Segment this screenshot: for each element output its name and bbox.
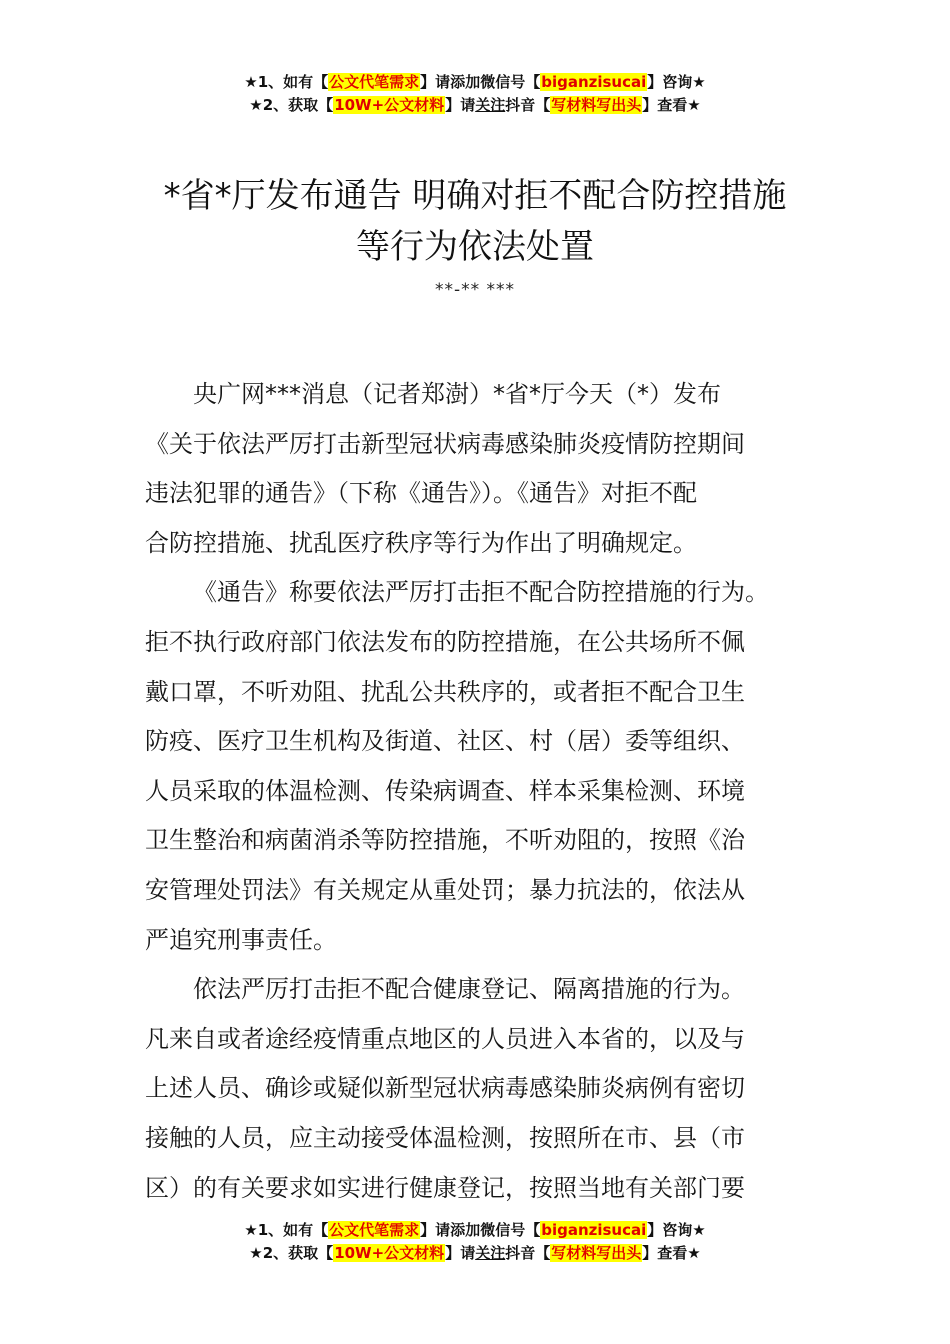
body-line: 央广网***消息（记者郑澍）*省*厅今天（*）发布 — [193, 380, 721, 408]
promo-text: 】查看★ — [642, 1244, 701, 1262]
promo-text: ★2、获取【 — [249, 1244, 334, 1262]
promo-line-2 — [0, 94, 950, 117]
promo-text: 关注 — [475, 96, 506, 114]
promo-text: 】查看★ — [642, 96, 701, 114]
promo-text: 】请添 — [420, 1221, 466, 1239]
promo-line-1 — [0, 71, 950, 94]
promo-highlight: 10W+公文材料 — [334, 1244, 445, 1262]
promo-banner-bottom — [0, 1219, 950, 1265]
promo-highlight: 10W+公文材料 — [334, 96, 445, 114]
promo-text: ★1、如有【 — [244, 73, 329, 91]
promo-wechat-id: biganzisucai — [541, 73, 647, 91]
promo-highlight: 公文代笔需求 — [329, 73, 420, 91]
body-line: 拒不执行政府部门依法发布的防控措施，在公共场所不佩 — [145, 627, 745, 656]
promo-text: 】请 — [445, 1244, 476, 1262]
promo-douyin-id: 写材料写出头 — [551, 96, 642, 114]
promo-text: 】请 — [445, 96, 476, 114]
promo-wechat-id: biganzisucai — [541, 1221, 647, 1239]
promo-text: 】咨询★ — [647, 1221, 706, 1239]
body-line: 严追究刑事责任。 — [145, 925, 337, 954]
article-body — [145, 370, 810, 1213]
promo-line-2 — [0, 1242, 950, 1265]
title-line-1: *省*厅发布通告 明确对拒不配合防控措施 — [163, 176, 787, 216]
promo-text: 抖音【 — [505, 1244, 551, 1262]
body-line: 区）的有关要求如实进行健康登记，按照当地有关部门要 — [145, 1173, 745, 1202]
document-title — [60, 171, 890, 273]
body-line: 人员采取的体温检测、传染病调查、样本采集检测、环境 — [145, 776, 745, 805]
promo-text: 加 — [465, 73, 481, 91]
title-line-2: 等行为依法处置 — [356, 227, 594, 267]
promo-highlight: 公文代笔需求 — [329, 1221, 420, 1239]
promo-line-1 — [0, 1219, 950, 1242]
body-line: 凡来自或者途经疫情重点地区的人员进入本省的，以及与 — [145, 1024, 745, 1053]
promo-text: 】咨询★ — [647, 73, 706, 91]
body-line: 违法犯罪的通告》（下称《通告》）。《通告》对拒不配 — [145, 479, 697, 508]
promo-text: 关注 — [475, 1244, 506, 1262]
body-line: 戴口罩，不听劝阻、扰乱公共秩序的，或者拒不配合卫生 — [145, 677, 745, 706]
body-line: 上述人员、确诊或疑似新型冠状病毒感染肺炎病例有密切 — [145, 1074, 745, 1103]
promo-text: ★2、获取【 — [249, 96, 334, 114]
body-line: 卫生整治和病菌消杀等防控措施，不听劝阻的，按照《治 — [145, 826, 745, 855]
body-line: 合防控措施、扰乱医疗秩序等行为作出了明确规定。 — [145, 528, 697, 557]
promo-text: 】请添 — [420, 73, 466, 91]
promo-douyin-id: 写材料写出头 — [551, 1244, 642, 1262]
promo-text: ★1、如有【 — [244, 1221, 329, 1239]
body-line: 《通告》称要依法严厉打击拒不配合防控措施的行为。 — [193, 578, 769, 607]
promo-text: 微信号【 — [480, 73, 541, 91]
promo-text: 抖音【 — [505, 96, 551, 114]
promo-text: 微信号【 — [480, 1221, 541, 1239]
body-line: 《关于依法严厉打击新型冠状病毒感染肺炎疫情防控期间 — [145, 429, 745, 458]
body-line: 依法严厉打击拒不配合健康登记、隔离措施的行为。 — [193, 975, 745, 1004]
body-line: 接触的人员，应主动接受体温检测，按照所在市、县（市 — [145, 1123, 745, 1152]
byline: **-** *** — [434, 280, 516, 300]
body-line: 安管理处罚法》有关规定从重处罚；暴力抗法的，依法从 — [145, 875, 745, 904]
promo-text: 加 — [465, 1221, 481, 1239]
promo-banner-top — [0, 71, 950, 117]
body-line: 防疫、医疗卫生机构及街道、社区、村（居）委等组织、 — [145, 727, 745, 756]
